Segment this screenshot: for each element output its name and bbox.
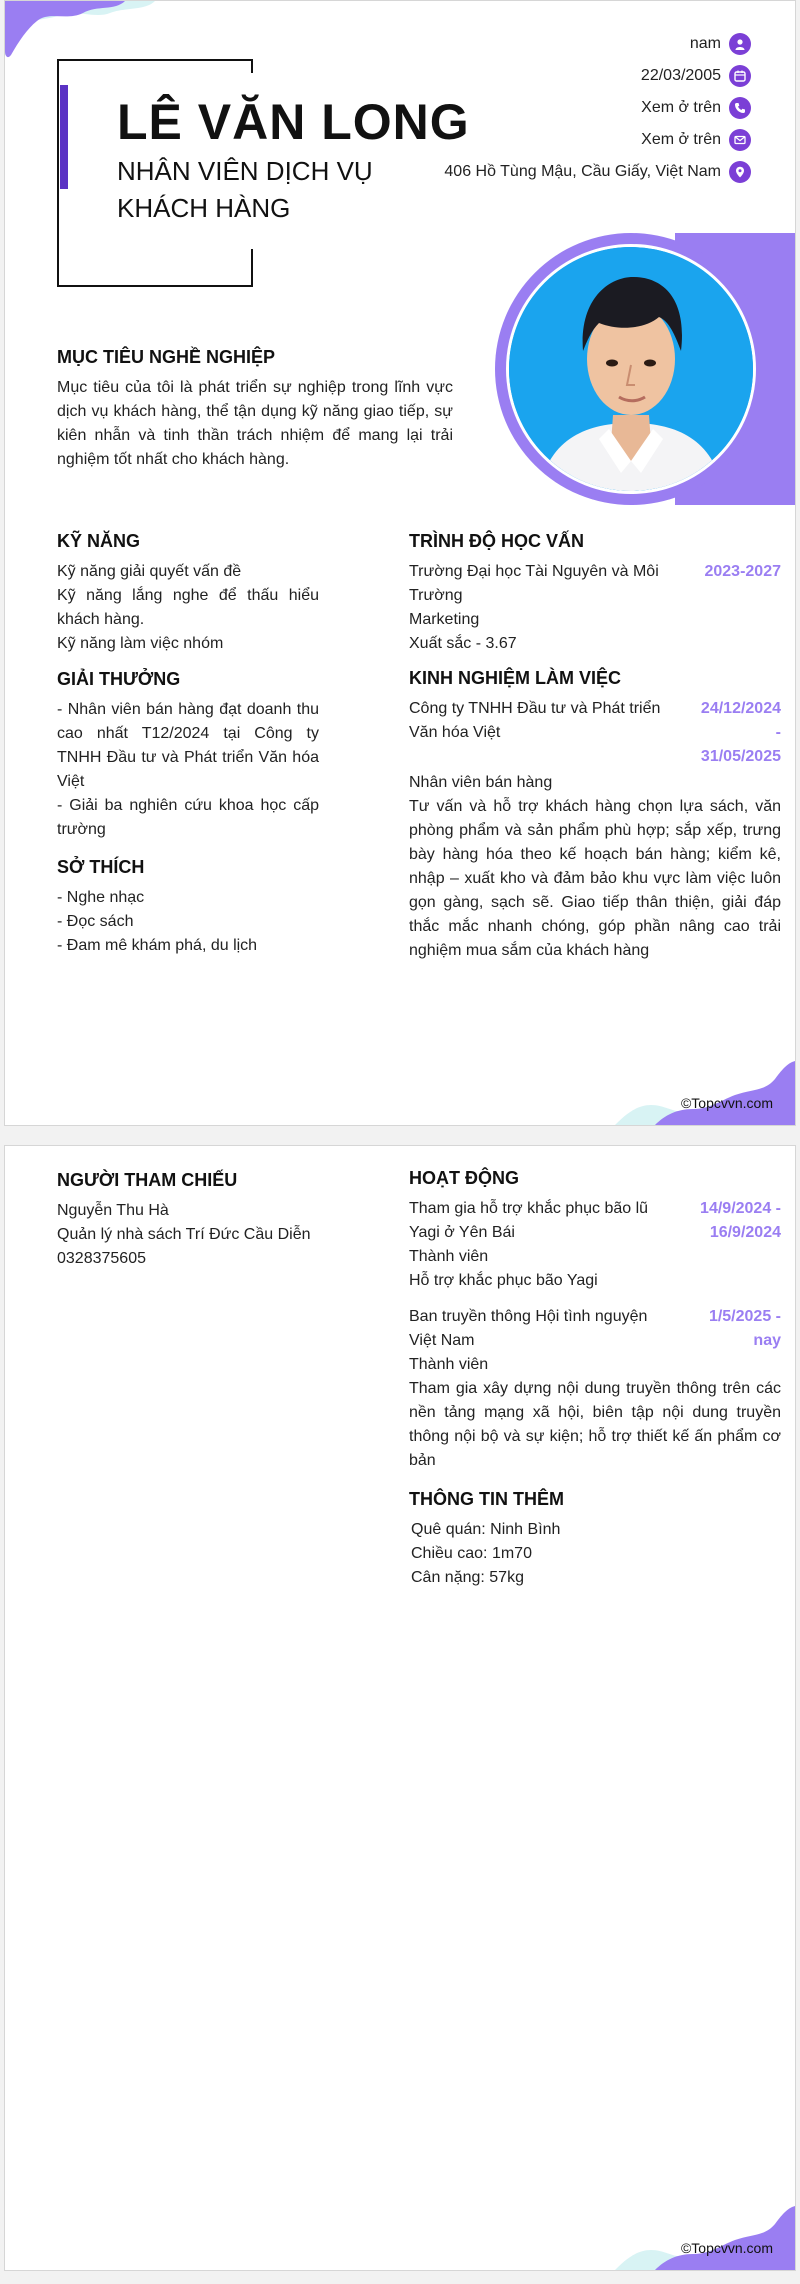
experience-row — [409, 697, 781, 769]
section-objective — [57, 347, 453, 472]
decorative-blob-top — [5, 1, 165, 61]
activity-item — [409, 1305, 781, 1473]
contact-address — [444, 159, 751, 185]
activity-description: Hỗ trợ khắc phục bão Yagi — [409, 1272, 598, 1289]
activity-period — [689, 1305, 781, 1353]
period-start: 1/5/2025 - — [708, 1308, 781, 1325]
reference-role: Quản lý nhà sách Trí Đức Cầu Diễn — [57, 1226, 311, 1243]
info-hometown: Quê quán: Ninh Bình — [411, 1521, 561, 1538]
activity-row — [409, 1305, 781, 1353]
hobby-item: - Đọc sách — [57, 913, 134, 930]
decorative-blob-bottom — [615, 1061, 795, 1125]
section-title: KỸ NĂNG — [57, 531, 141, 551]
period-end: 31/05/2025 — [700, 748, 781, 765]
footer-brand: ©Topcvvn.com — [680, 1095, 773, 1111]
skill-item: Kỹ năng lắng nghe để thấu hiểu khách hàng. — [57, 587, 319, 628]
reference-name: Nguyễn Thu Hà — [57, 1202, 169, 1219]
activity-item — [409, 1197, 781, 1293]
education-major: Marketing — [409, 611, 480, 628]
accent-bar — [60, 85, 68, 189]
job-title: NHÂN VIÊN DỊCH VỤ KHÁCH HÀNG — [117, 156, 373, 223]
cv-page-1 — [4, 0, 796, 1126]
contact-text: 22/03/2005 — [640, 67, 721, 84]
objective-text: Mục tiêu của tôi là phát triển sự nghiệp trong lĩnh vực dịch vụ khách hàng, thể tận dụng kỹ năng giao tiếp, sự kiên nhẫn và tinh thần trách nhiệm để mang lại trải nghiệm tốt nhất cho khách hàng. — [57, 379, 453, 468]
company-name: Công ty TNHH Đầu tư và Phát triển Văn hóa Việt — [409, 700, 661, 741]
experience-position: Nhân viên bán hàng — [409, 774, 553, 791]
hobby-item: - Đam mê khám phá, du lịch — [57, 937, 258, 954]
education-grade: Xuất sắc - 3.67 — [409, 635, 517, 652]
email-icon — [729, 129, 751, 151]
section-title: NGƯỜI THAM CHIẾU — [57, 1170, 238, 1190]
education-period: 2023-2027 — [704, 563, 781, 580]
section-title: SỞ THÍCH — [57, 857, 145, 877]
experience-description: Tư vấn và hỗ trợ khách hàng chọn lựa sách, văn phòng phẩm và sản phẩm phù hợp; sắp xếp, trưng bày hàng hóa theo kế hoạch bán hàng; kiểm kê, nhập – xuất kho và đảm bảo khu vực làm việc luôn gọn gàng, sạch sẽ. Giao tiếp thân thiện, giải đáp thắc mắc nhanh chóng, góp phần nâng cao trải nghiệm mua sắm của khách hàng — [409, 798, 781, 959]
info-height: Chiều cao: 1m70 — [411, 1545, 532, 1562]
profile-photo — [506, 244, 756, 494]
contact-email — [641, 127, 751, 153]
section-title: MỤC TIÊU NGHỀ NGHIỆP — [57, 347, 276, 367]
period-end: 16/9/2024 — [709, 1224, 781, 1241]
period-start: 24/12/2024 — [700, 700, 781, 717]
section-awards — [57, 669, 319, 842]
section-education — [409, 531, 781, 656]
education-row — [409, 560, 781, 608]
activity-name: Tham gia hỗ trợ khắc phục bão lũ Yagi ở Yên Bái — [409, 1200, 649, 1241]
period-end: nay — [753, 1332, 781, 1349]
section-title: KINH NGHIỆM LÀM VIỆC — [409, 668, 622, 688]
contact-birthday — [641, 63, 751, 89]
gender-icon — [729, 33, 751, 55]
section-title: TRÌNH ĐỘ HỌC VẤN — [409, 531, 584, 551]
footer-brand: ©Topcvvn.com — [680, 2240, 773, 2256]
contact-text: Xem ở trên — [641, 131, 721, 148]
section-hobbies — [57, 857, 319, 958]
section-references — [57, 1170, 357, 1271]
header-frame-tick — [251, 249, 253, 287]
school-name: Trường Đại học Tài Nguyên và Môi Trường — [409, 563, 659, 604]
contact-phone — [641, 95, 751, 121]
period-start: 14/9/2024 - — [700, 1200, 781, 1217]
activity-description: Tham gia xây dựng nội dung truyền thông trên các nền tảng mạng xã hội, biên tập nội dung truyền thông nội bộ và sự kiện; hỗ trợ thiết kế ấn phẩm cơ bản — [409, 1380, 781, 1469]
cv-page-2 — [4, 1145, 796, 2271]
activity-name: Ban truyền thông Hội tình nguyện Việt Nam — [409, 1308, 648, 1349]
section-additional-info — [409, 1489, 781, 1590]
info-weight: Cân nặng: 57kg — [411, 1569, 524, 1586]
contact-text: nam — [689, 35, 721, 52]
activity-period — [689, 1197, 781, 1245]
candidate-name: LÊ VĂN LONG — [117, 94, 470, 150]
reference-phone: 0328375605 — [57, 1250, 146, 1267]
section-title: THÔNG TIN THÊM — [409, 1489, 564, 1509]
experience-period — [691, 697, 781, 769]
award-item: - Nhân viên bán hàng đạt doanh thu cao nhất T12/2024 tại Công ty TNHH Đầu tư và Phát triển Văn hóa Việt — [57, 701, 319, 790]
section-experience — [409, 668, 781, 963]
award-item: - Giải ba nghiên cứu khoa học cấp trường — [57, 797, 319, 838]
phone-icon — [729, 97, 751, 119]
skill-item: Kỹ năng làm việc nhóm — [57, 635, 224, 652]
contact-text: 406 Hồ Tùng Mậu, Cầu Giấy, Việt Nam — [444, 163, 721, 180]
decorative-blob-bottom — [615, 2206, 795, 2270]
section-skills — [57, 531, 319, 656]
hobby-item: - Nghe nhạc — [57, 889, 145, 906]
skill-item: Kỹ năng giải quyết vấn đề — [57, 563, 242, 580]
contact-gender — [690, 31, 751, 57]
calendar-icon — [729, 65, 751, 87]
contact-text: Xem ở trên — [641, 99, 721, 116]
header-frame-tick — [251, 59, 253, 73]
location-icon — [729, 161, 751, 183]
section-activities — [409, 1168, 781, 1590]
activity-role: Thành viên — [409, 1356, 489, 1373]
period-separator: - — [775, 724, 781, 741]
activity-role: Thành viên — [409, 1248, 489, 1265]
contact-list — [444, 31, 751, 185]
activity-row — [409, 1197, 781, 1245]
section-title: HOẠT ĐỘNG — [409, 1168, 519, 1188]
section-title: GIẢI THƯỞNG — [57, 669, 181, 689]
